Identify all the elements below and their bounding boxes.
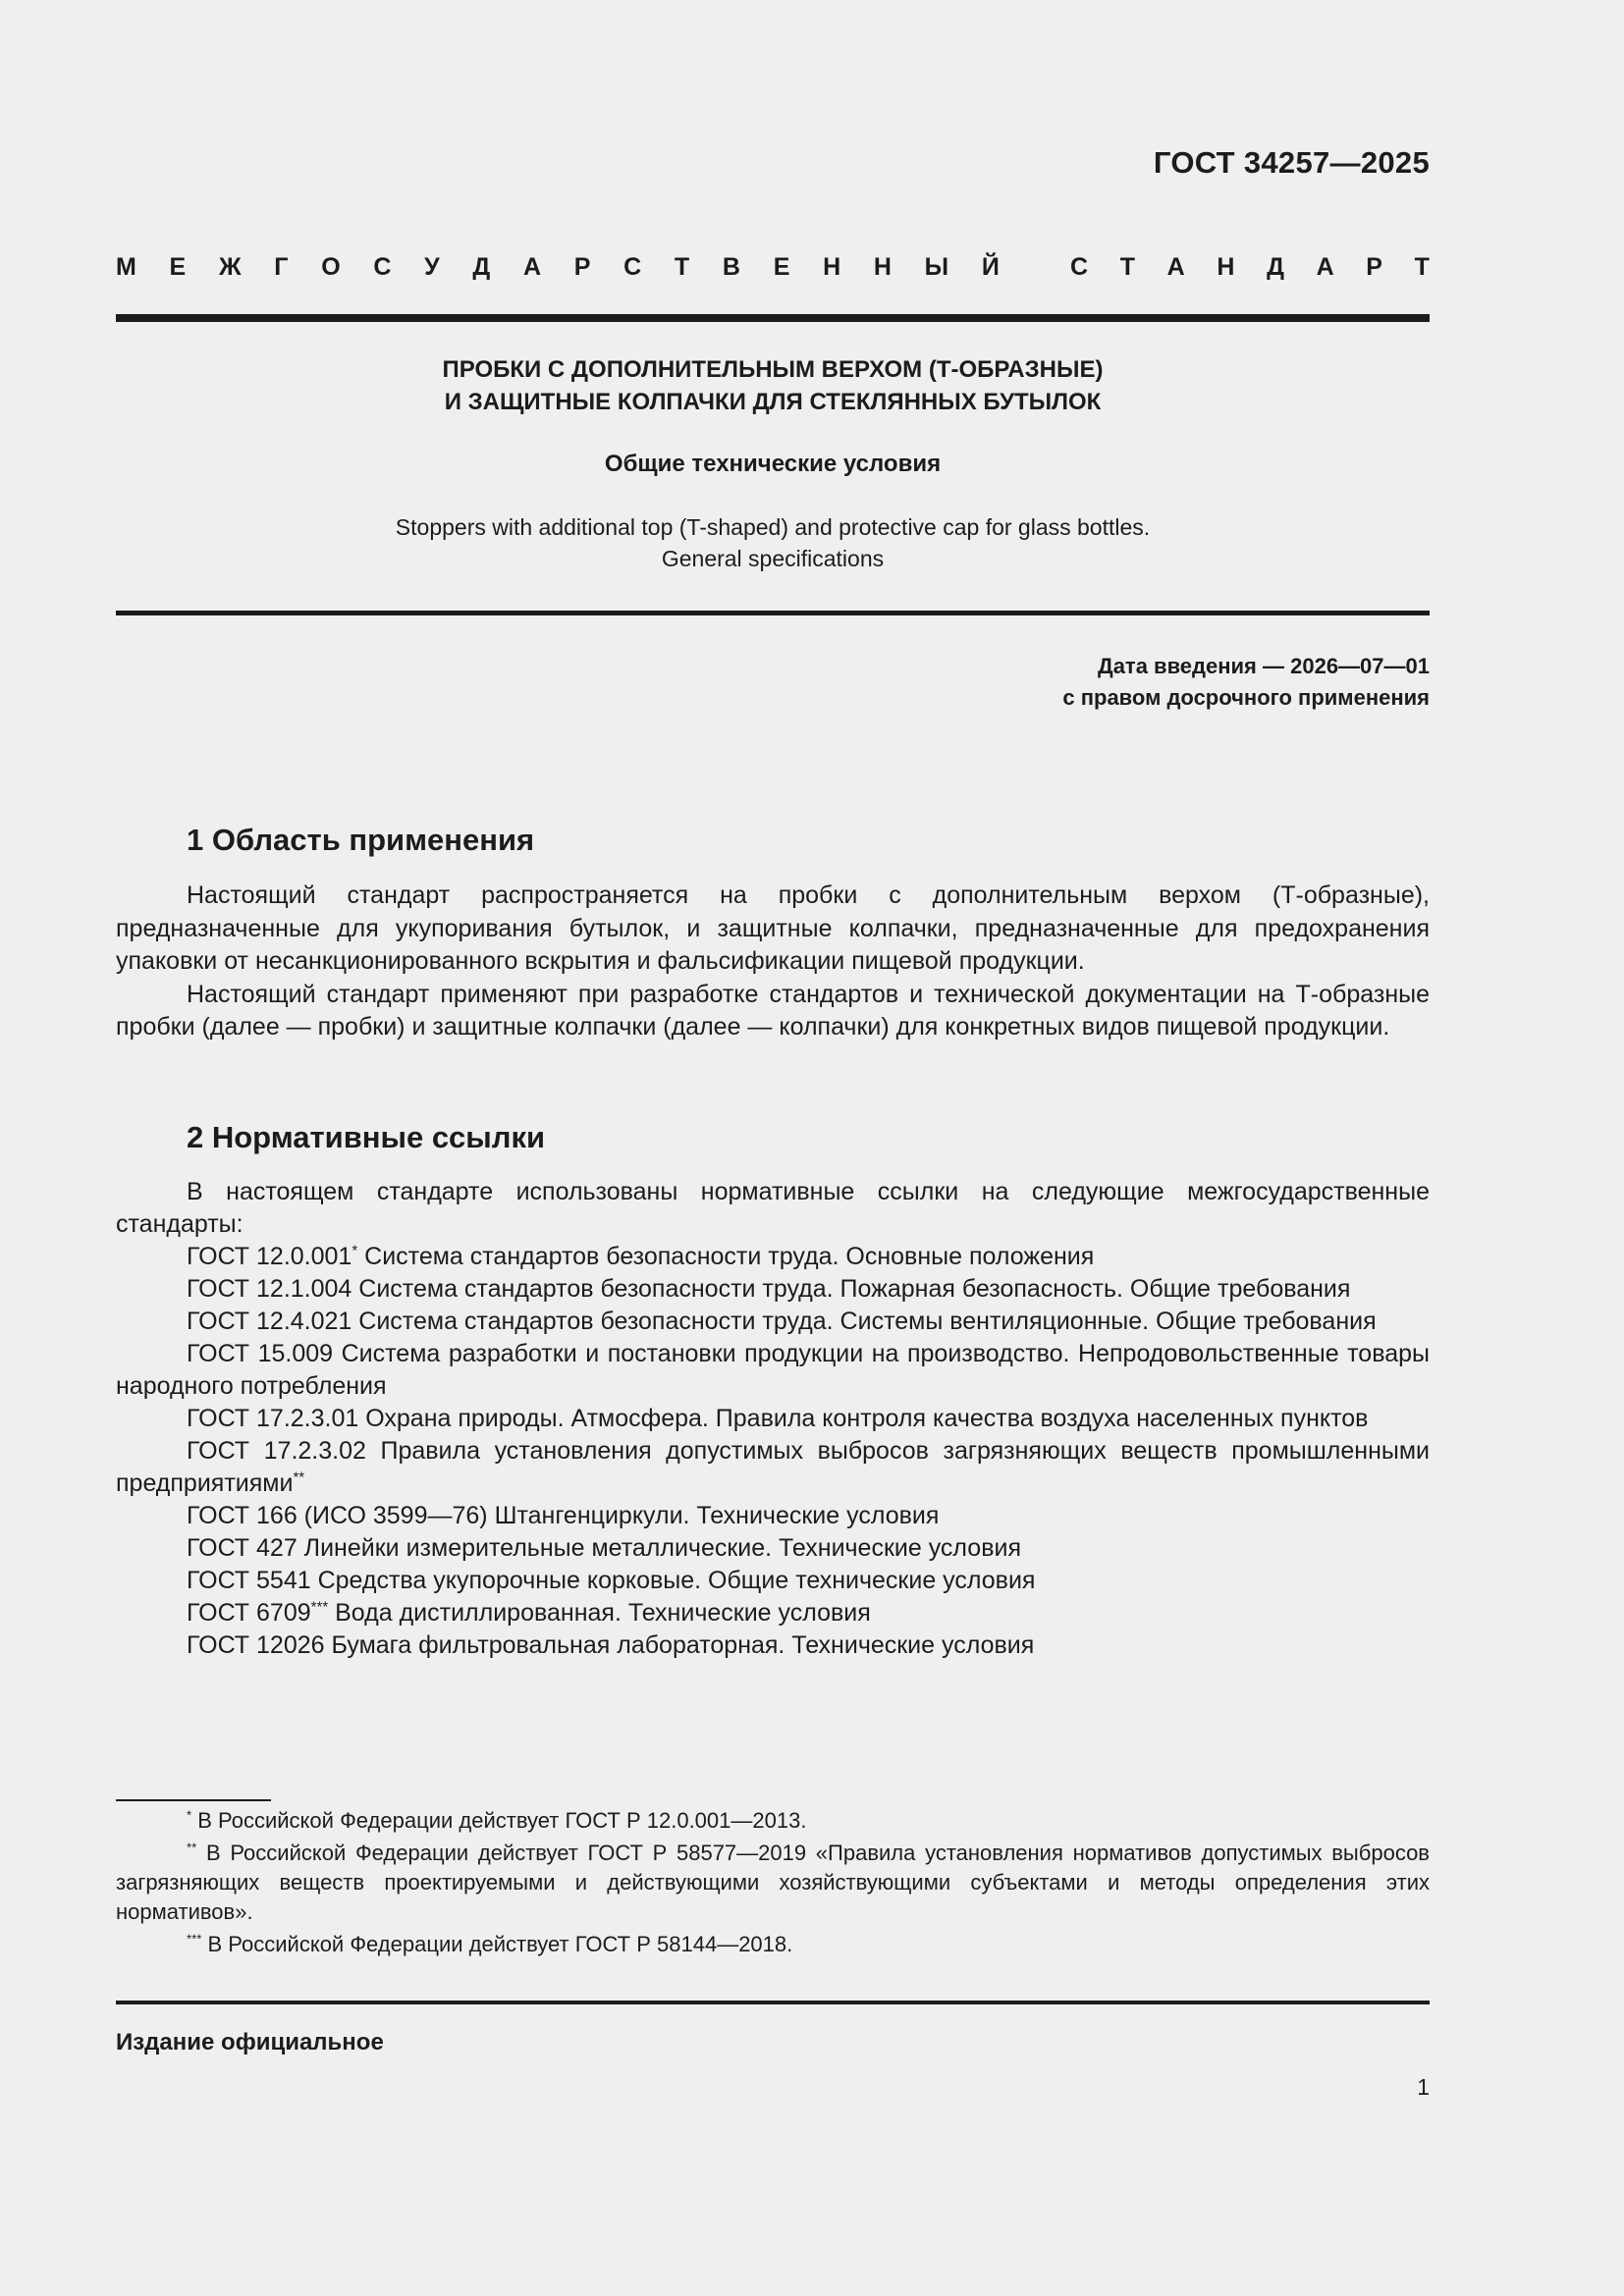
section-1-heading: 1 Область применения	[187, 823, 535, 857]
footnote-item: ** В Российской Федерации действует ГОСТ Р 58577—2019 «Правила установления нормативов допустимых выбросов загрязняющих веществ проектируемыми и действующими хозяйствующими субъектами и методы определения этих нормативов».	[116, 1840, 1430, 1924]
footnote-separator	[116, 1799, 271, 1801]
official-edition-label: Издание официальное	[116, 2029, 384, 2056]
reference-item: ГОСТ 12026 Бумага фильтровальная лабораторная. Технические условия	[187, 1631, 1035, 1659]
section-1-paragraph-1: Настоящий стандарт распространяется на пробки с дополнительным верхом (Т-образные), предназначенные для укупоривания бутылок, и защитные колпачки, предназначенные для предохранения упаковки от несанкционированного вскрытия и фальсификации пищевой продукции.	[116, 881, 1430, 975]
english-title-line-1: Stoppers with additional top (T-shaped) and protective cap for glass bottles.	[395, 514, 1151, 540]
reference-item: ГОСТ 12.0.001* Система стандартов безопасности труда. Основные положения	[187, 1242, 1095, 1270]
introduction-date-block	[1062, 651, 1430, 714]
reference-item: ГОСТ 17.2.3.02 Правила установления допустимых выбросов загрязняющих веществ промышленными предприятиями**	[116, 1437, 1431, 1497]
title-rule	[116, 611, 1430, 615]
english-title-line-2: General specifications	[661, 546, 885, 571]
introduction-date: Дата введения — 2026—07—01	[1098, 654, 1430, 678]
reference-item: ГОСТ 5541 Средства укупорочные корковые. Общие технические условия	[187, 1567, 1036, 1594]
standard-type-heading	[116, 253, 1430, 282]
section-1-paragraph-2: Настоящий стандарт применяют при разработке стандартов и технической документации на Т-образные пробки (далее — пробки) и защитные колпачки (далее — колпачки) для конкретных видов пищевой продукции.	[116, 980, 1430, 1041]
section-1-body	[116, 880, 1430, 1044]
footer-rule	[116, 2001, 1430, 2004]
reference-item: ГОСТ 15.009 Система разработки и постановки продукции на производство. Непродовольственные товары народного потребления	[116, 1340, 1430, 1400]
reference-item: ГОСТ 17.2.3.01 Охрана природы. Атмосфера. Правила контроля качества воздуха населенных пунктов	[187, 1405, 1369, 1432]
title-line-1: ПРОБКИ С ДОПОЛНИТЕЛЬНЫМ ВЕРХОМ (Т-ОБРАЗНЫЕ)	[442, 356, 1104, 383]
footnote-item: *** В Российской Федерации действует ГОСТ Р 58144—2018.	[187, 1931, 793, 1956]
header-rule	[116, 314, 1430, 322]
document-number: ГОСТ 34257—2025	[1153, 145, 1430, 180]
reference-item: ГОСТ 427 Линейки измерительные металлические. Технические условия	[187, 1534, 1021, 1562]
reference-item: ГОСТ 12.1.004 Система стандартов безопасности труда. Пожарная безопасность. Общие требования	[187, 1275, 1351, 1303]
reference-item: ГОСТ 166 (ИСО 3599—76) Штангенциркули. Технические условия	[187, 1502, 940, 1529]
document-subtitle: Общие технические условия	[604, 451, 942, 477]
normative-references-list	[116, 1176, 1430, 1662]
references-intro: В настоящем стандарте использованы нормативные ссылки на следующие межгосударственные стандарты:	[116, 1178, 1430, 1238]
standard-type-word-2: С Т А Н Д А Р Т	[1070, 253, 1430, 281]
english-title	[116, 511, 1430, 574]
title-line-2: И ЗАЩИТНЫЕ КОЛПАЧКИ ДЛЯ СТЕКЛЯННЫХ БУТЫЛОК	[444, 389, 1102, 415]
footnote-item: * В Российской Федерации действует ГОСТ Р 12.0.001—2013.	[187, 1807, 807, 1833]
footnotes	[116, 1806, 1430, 1959]
standard-type-word-1: М Е Ж Г О С У Д А Р С Т В Е Н Н Ы Й	[116, 253, 1000, 281]
section-2-heading: 2 Нормативные ссылки	[187, 1120, 546, 1154]
document-title	[116, 353, 1430, 418]
reference-item: ГОСТ 12.4.021 Система стандартов безопасности труда. Системы вентиляционные. Общие требования	[187, 1308, 1377, 1335]
reference-item: ГОСТ 6709*** Вода дистиллированная. Технические условия	[187, 1598, 871, 1627]
page-number: 1	[1417, 2074, 1430, 2100]
early-application-note: с правом досрочного применения	[1062, 685, 1430, 710]
